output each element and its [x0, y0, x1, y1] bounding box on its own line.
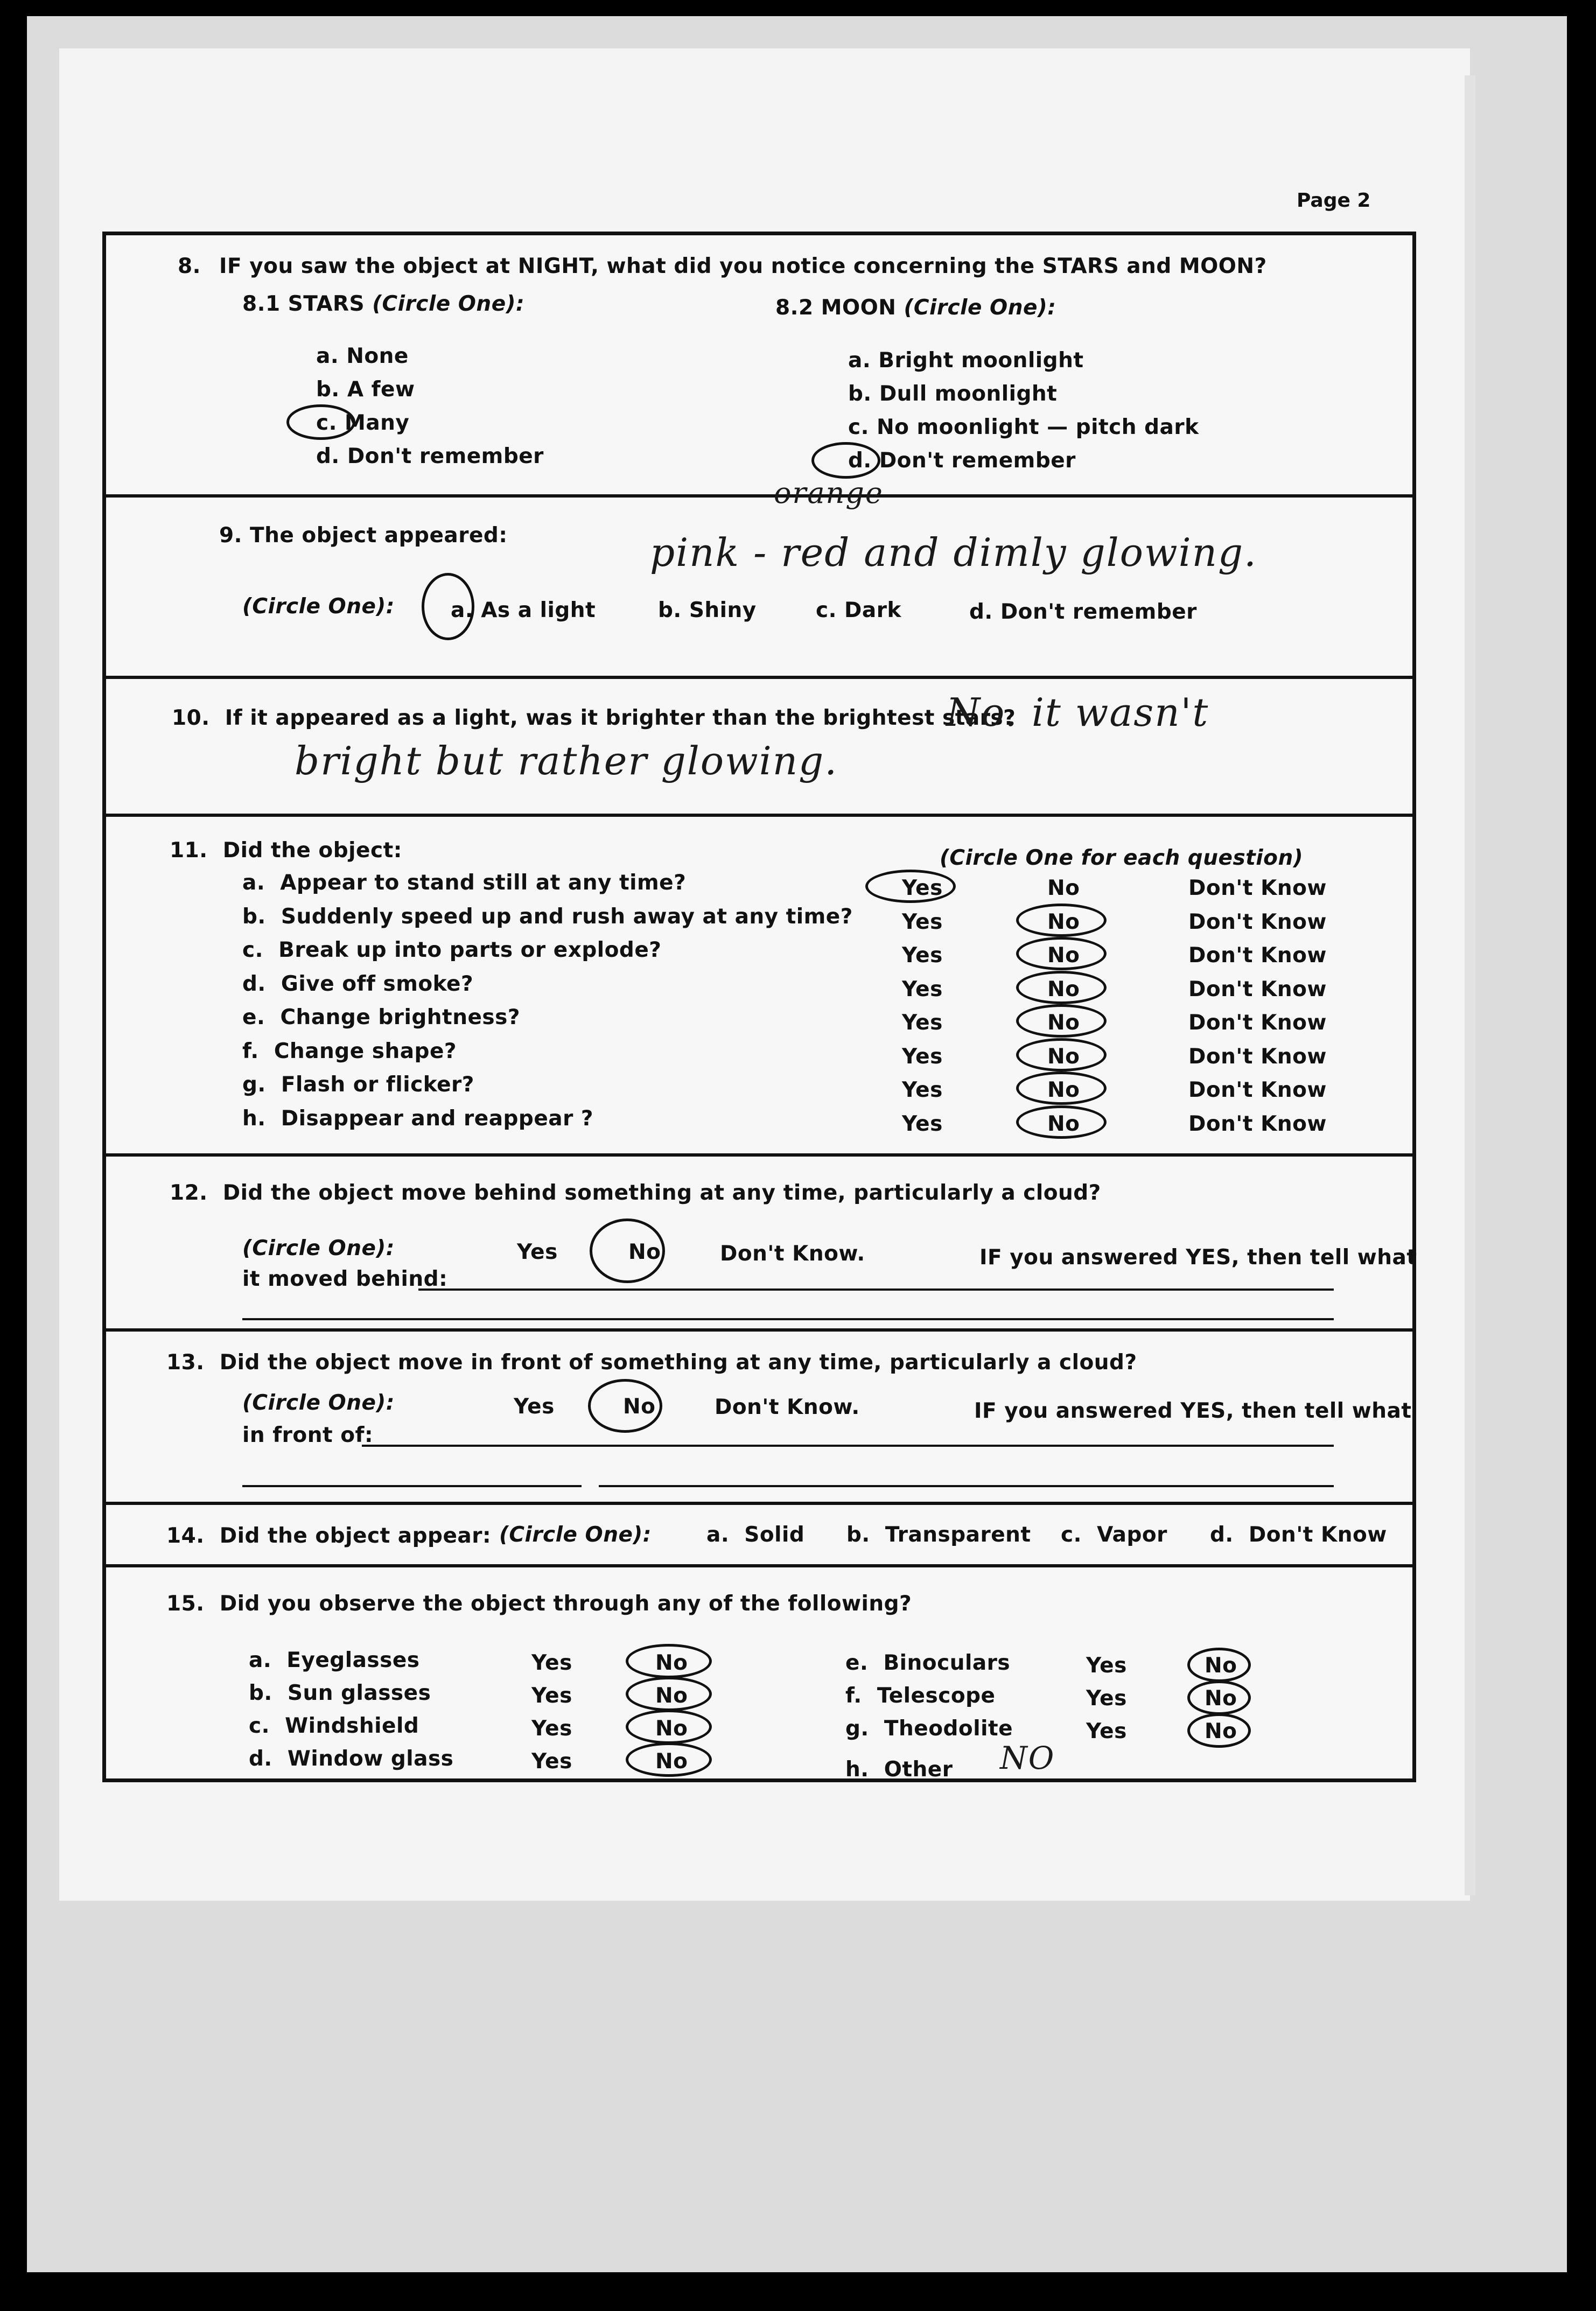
q9-answer-circle — [422, 573, 474, 640]
q11-row-2-question: b. Suddenly speed up and rush away at any time? — [242, 905, 853, 929]
question-11-section — [106, 817, 1412, 1157]
q12-no[interactable]: No — [628, 1240, 661, 1264]
q11-row-6-no[interactable]: No — [1047, 1045, 1080, 1069]
q11-row-5-no[interactable]: No — [1047, 1011, 1080, 1035]
q12-yes[interactable]: Yes — [517, 1240, 558, 1264]
q10-number: 10. If it appeared as a light, was it brighter than the brightest stars? — [172, 706, 1016, 730]
q8-number: 8. — [178, 254, 201, 278]
q11-row-8-no[interactable]: No — [1047, 1112, 1080, 1136]
q13-answer-circle — [588, 1379, 662, 1433]
q9-handwritten-orange: orange — [774, 476, 884, 510]
q11-row-7-answer-circle — [1016, 1072, 1107, 1105]
q11-instruction: (Circle One for each question) — [940, 846, 1304, 870]
q11-row-4-no[interactable]: No — [1047, 977, 1080, 1002]
q9-option-a[interactable]: a. As a light — [451, 598, 596, 622]
q11-row-3-answer-circle — [1016, 937, 1107, 970]
q11-row-7-question: g. Flash or flicker? — [242, 1073, 474, 1097]
q11-row-1-dont-know[interactable]: Don't Know — [1188, 876, 1327, 900]
q11-row-3-no[interactable]: No — [1047, 943, 1080, 968]
q11-row-4-dont-know[interactable]: Don't Know — [1188, 977, 1327, 1002]
q11-row-1-answer-circle — [865, 870, 956, 903]
question-8-section — [106, 235, 1412, 498]
q11-row-5-yes[interactable]: Yes — [902, 1011, 943, 1035]
q15-other-line — [925, 1779, 1264, 1781]
q15-other-handwritten: NO — [1000, 1740, 1055, 1776]
question-13-section — [106, 1332, 1412, 1505]
q9-option-c[interactable]: c. Dark — [816, 598, 901, 622]
q11-row-2-yes[interactable]: Yes — [902, 910, 943, 934]
q12-follow-up-label: it moved behind: — [242, 1267, 448, 1291]
q11-row-4-answer-circle — [1016, 971, 1107, 1004]
q14-number: 14. Did the object appear: — [166, 1524, 492, 1548]
q11-row-8-dont-know[interactable]: Don't Know — [1188, 1112, 1327, 1136]
q13-no[interactable]: No — [623, 1395, 656, 1419]
q15-left-2-label: b. Sun glasses — [249, 1681, 431, 1705]
q11-row-2-no[interactable]: No — [1047, 910, 1080, 934]
stars-option-a[interactable]: a. None — [316, 344, 409, 368]
q15-left-3-label: c. Windshield — [249, 1714, 419, 1738]
q11-row-3-question: c. Break up into parts or explode? — [242, 938, 662, 962]
q13-answer-line-2a — [242, 1485, 582, 1487]
q10-handwritten-line-2: bright but rather glowing. — [295, 738, 838, 783]
q15-left-4-label: d. Window glass — [249, 1747, 454, 1771]
q10-handwritten-line-1: No. it wasn't — [946, 690, 1209, 735]
q15-left-3-answer-circle — [626, 1710, 712, 1744]
moon-option-c[interactable]: c. No moonlight — pitch dark — [848, 415, 1199, 439]
q11-row-1-yes[interactable]: Yes — [902, 876, 943, 900]
q12-follow-up: IF you answered YES, then tell what — [979, 1245, 1417, 1270]
q9-number: 9. The object appeared: — [219, 523, 508, 548]
q15-right-3-answer-circle — [1187, 1713, 1251, 1748]
page-edge — [1465, 75, 1475, 1895]
question-15-section — [106, 1567, 1412, 1783]
q11-row-8-answer-circle — [1016, 1105, 1107, 1139]
q12-answer-line-1 — [418, 1288, 1334, 1291]
q13-number: 13. Did the object move in front of something at any time, particularly a cloud? — [166, 1350, 1137, 1375]
q15-right-1-no[interactable]: No — [1205, 1654, 1237, 1678]
q14-option-d[interactable]: d. Don't Know — [1210, 1523, 1387, 1547]
q15-left-1-yes[interactable]: Yes — [531, 1651, 572, 1675]
q15-right-3-label: g. Theodolite — [845, 1717, 1013, 1741]
stars-title: 8.1 STARS (Circle One): — [242, 292, 525, 316]
question-14-section — [106, 1505, 1412, 1567]
q11-row-4-question: d. Give off smoke? — [242, 972, 474, 996]
q11-row-1-no[interactable]: No — [1047, 876, 1080, 900]
q11-row-7-dont-know[interactable]: Don't Know — [1188, 1078, 1327, 1102]
q15-option-h: h. Other — [845, 1757, 953, 1782]
q13-follow-up: IF you answered YES, then tell what — [974, 1399, 1412, 1423]
q15-left-3-yes[interactable]: Yes — [531, 1717, 572, 1741]
q15-number: 15. Did you observe the object through any of the following? — [166, 1592, 912, 1616]
q11-row-6-yes[interactable]: Yes — [902, 1045, 943, 1069]
q13-dont-know[interactable]: Don't Know. — [715, 1395, 860, 1419]
q11-row-4-yes[interactable]: Yes — [902, 977, 943, 1002]
q11-row-3-yes[interactable]: Yes — [902, 943, 943, 968]
q14-option-a[interactable]: a. Solid — [706, 1523, 805, 1547]
q11-row-1-question: a. Appear to stand still at any time? — [242, 871, 687, 895]
q15-left-4-yes[interactable]: Yes — [531, 1749, 572, 1774]
q11-row-2-answer-circle — [1016, 904, 1107, 937]
q11-row-7-yes[interactable]: Yes — [902, 1078, 943, 1102]
stars-answer-circle — [286, 404, 355, 440]
q15-right-3-no[interactable]: No — [1205, 1719, 1237, 1743]
stars-option-d[interactable]: d. Don't remember — [316, 444, 544, 468]
q14-circle-label: (Circle One): — [499, 1523, 652, 1547]
q9-option-d[interactable]: d. Don't remember — [969, 600, 1197, 624]
q9-option-b[interactable]: b. Shiny — [658, 598, 757, 622]
q11-row-2-dont-know[interactable]: Don't Know — [1188, 910, 1327, 934]
q11-row-6-answer-circle — [1016, 1038, 1107, 1072]
q11-row-5-question: e. Change brightness? — [242, 1005, 520, 1030]
moon-title: 8.2 MOON (Circle One): — [775, 296, 1056, 320]
q15-left-1-label: a. Eyeglasses — [249, 1648, 420, 1672]
q12-answer-line-2 — [242, 1318, 1334, 1320]
question-10-section — [106, 679, 1412, 817]
q11-row-6-dont-know[interactable]: Don't Know — [1188, 1045, 1327, 1069]
stars-option-c[interactable]: c. Many — [316, 411, 410, 435]
q15-left-2-answer-circle — [626, 1677, 712, 1711]
q15-right-2-yes[interactable]: Yes — [1086, 1686, 1127, 1711]
q12-number: 12. Did the object move behind something at any time, particularly a cloud? — [170, 1181, 1101, 1205]
q15-right-1-label: e. Binoculars — [845, 1651, 1011, 1675]
q15-left-3-no[interactable]: No — [655, 1717, 688, 1741]
q13-yes[interactable]: Yes — [514, 1395, 555, 1419]
q15-left-4-no[interactable]: No — [655, 1749, 688, 1774]
question-12-section — [106, 1157, 1417, 1332]
q11-row-8-yes[interactable]: Yes — [902, 1112, 943, 1136]
q15-right-1-answer-circle — [1187, 1648, 1251, 1682]
stars-option-b[interactable]: b. A few — [316, 377, 415, 402]
q13-circle-label: (Circle One): — [242, 1391, 395, 1415]
questionnaire-form — [102, 232, 1416, 1782]
q14-option-c[interactable]: c. Vapor — [1061, 1523, 1167, 1547]
q15-left-1-no[interactable]: No — [655, 1651, 688, 1675]
q15-left-2-no[interactable]: No — [655, 1684, 688, 1708]
q15-right-2-no[interactable]: No — [1205, 1686, 1237, 1711]
question-9-section — [106, 476, 1412, 679]
q13-follow-up-label: in front of: — [242, 1423, 374, 1447]
page-number: Page 2 — [1297, 190, 1371, 212]
q14-option-b[interactable]: b. Transparent — [846, 1523, 1031, 1547]
q9-circle-label: (Circle One): — [242, 594, 395, 619]
q8-text: IF you saw the object at NIGHT, what did you notice concerning the STARS and MOON? — [219, 254, 1267, 278]
q11-row-7-no[interactable]: No — [1047, 1078, 1080, 1102]
moon-option-d[interactable]: d. Don't remember — [848, 449, 1076, 473]
q15-right-3-yes[interactable]: Yes — [1086, 1719, 1127, 1743]
q15-left-1-answer-circle — [626, 1644, 712, 1678]
q15-left-4-answer-circle — [626, 1742, 712, 1777]
q15-right-1-yes[interactable]: Yes — [1086, 1654, 1127, 1678]
moon-option-a[interactable]: a. Bright moonlight — [848, 348, 1084, 373]
q11-row-5-answer-circle — [1016, 1004, 1107, 1038]
q11-row-8-question: h. Disappear and reappear ? — [242, 1107, 594, 1131]
q11-row-6-question: f. Change shape? — [242, 1039, 457, 1063]
q11-number: 11. Did the object: — [170, 838, 402, 863]
q11-row-3-dont-know[interactable]: Don't Know — [1188, 943, 1327, 968]
q12-dont-know[interactable]: Don't Know. — [720, 1242, 865, 1266]
q12-circle-label: (Circle One): — [242, 1236, 395, 1260]
q15-right-2-label: f. Telescope — [845, 1684, 996, 1708]
q13-answer-line-2b — [599, 1485, 1334, 1487]
q13-answer-line-1 — [362, 1445, 1334, 1447]
q12-answer-circle — [590, 1218, 665, 1283]
q9-handwritten-answer: pink - red and dimly glowing. — [650, 530, 1257, 575]
q15-right-2-answer-circle — [1187, 1680, 1251, 1715]
q11-row-5-dont-know[interactable]: Don't Know — [1188, 1011, 1327, 1035]
q15-left-2-yes[interactable]: Yes — [531, 1684, 572, 1708]
moon-option-b[interactable]: b. Dull moonlight — [848, 382, 1058, 406]
moon-answer-circle — [811, 442, 880, 479]
